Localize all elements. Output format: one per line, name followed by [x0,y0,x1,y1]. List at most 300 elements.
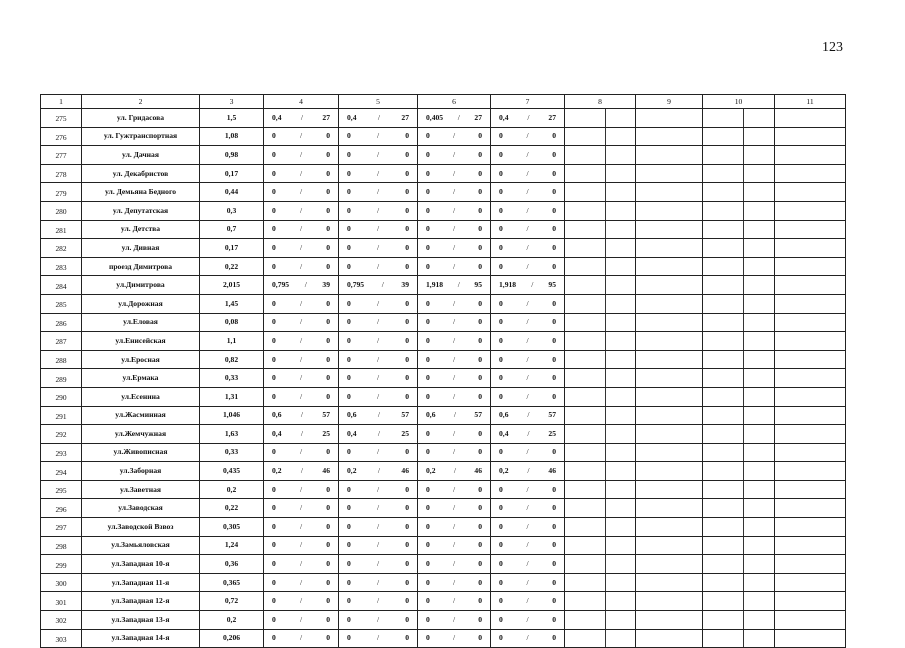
value-length: 0 [272,205,276,215]
empty-cell-col11 [775,220,846,239]
value-length: 0,2 [426,466,436,476]
value-percent: 0 [552,447,556,457]
street-name: ул.Еросная [82,350,200,369]
value-pair [418,483,490,497]
empty-cell-col8 [565,536,636,555]
value-length: 0,6 [272,410,282,420]
separator: / [452,596,456,606]
value-length: 0 [426,335,430,345]
empty-cell-col10 [703,480,775,499]
value-percent: 0 [326,447,330,457]
value-pair [491,315,564,329]
value-pair [491,427,564,441]
empty-cell-col11 [775,573,846,592]
street-name: ул. Демьяна Бедного [82,183,200,202]
value-percent: 0 [326,633,330,643]
value-percent: 46 [548,466,556,476]
empty-cell-col9 [636,127,703,146]
value-pair [418,297,490,311]
street-name: ул.Замьяловская [82,536,200,555]
separator: / [457,280,460,290]
empty-cell-col8 [565,406,636,425]
value-percent: 0 [326,540,330,550]
value-pair-cell [418,629,491,648]
empty-cell-col9 [636,592,703,611]
value-pair [339,631,417,645]
separator: / [452,577,456,587]
value-pair-cell [264,499,339,518]
value-pair-cell [418,555,491,574]
road-table [40,94,846,648]
row-number: 292 [41,425,82,444]
value-pair [339,576,417,590]
value-pair-cell [491,201,565,220]
value-pair-cell [339,109,418,128]
value-pair-cell [264,220,339,239]
value-pair-cell [418,499,491,518]
street-name: ул.Западная 10-я [82,555,200,574]
value-pair-cell [339,313,418,332]
value-pair-cell [339,183,418,202]
value-pair [491,445,564,459]
separator: / [299,614,303,624]
separator: / [452,224,456,234]
value-pair-cell [264,257,339,276]
separator: / [452,187,456,197]
row-number: 279 [41,183,82,202]
value-percent: 0 [478,503,482,513]
empty-cell-col11 [775,555,846,574]
value-length: 0 [272,484,276,494]
value-length: 0 [347,540,351,550]
value-pair-cell [339,350,418,369]
value-pair [418,241,490,255]
value-pair [339,594,417,608]
separator: / [452,168,456,178]
value-length: 0 [347,614,351,624]
value-length: 0,795 [272,280,290,290]
value-pair [264,315,338,329]
row-number: 277 [41,146,82,165]
empty-cell-col10 [703,201,775,220]
value-length: 0 [272,149,276,159]
value-percent: 0 [326,335,330,345]
value-length: 0 [499,242,503,252]
value-pair-cell [491,183,565,202]
value-percent: 0 [552,354,556,364]
value-percent: 0 [326,205,330,215]
value-pair [264,557,338,571]
value-percent: 0 [326,559,330,569]
separator: / [300,466,304,476]
value-percent: 0 [478,447,482,457]
value-pair [339,538,417,552]
value-pair-cell [491,573,565,592]
value-percent: 0 [552,559,556,569]
value-percent: 0 [326,224,330,234]
value-pair [264,371,338,385]
separator: / [526,391,529,401]
header-cell: 4 [264,95,339,109]
value-pair-cell [491,109,565,128]
value-pair [339,297,417,311]
value-length: 0 [499,484,503,494]
empty-cell-col11 [775,201,846,220]
table-row [41,406,846,425]
separator: / [299,205,303,215]
separator: / [526,149,529,159]
value-pair-cell [339,443,418,462]
value-percent: 0 [405,540,409,550]
value-length: 0 [347,596,351,606]
value-percent: 95 [548,280,556,290]
value-pair-cell [264,592,339,611]
value-pair-cell [264,536,339,555]
value-pair [491,538,564,552]
separator: / [299,503,303,513]
table-row [41,201,846,220]
value-length: 0 [499,577,503,587]
separator: / [377,410,381,420]
table-row [41,462,846,481]
row-number: 282 [41,239,82,258]
value-percent: 0 [405,614,409,624]
empty-cell-col9 [636,201,703,220]
value-percent: 0 [405,559,409,569]
value-percent: 46 [474,466,482,476]
separator: / [452,447,456,457]
value-length: 0 [499,447,503,457]
value-length: 0 [426,205,430,215]
table-row [41,629,846,648]
value-pair [264,576,338,590]
value-percent: 0 [478,559,482,569]
road-length: 0,33 [200,369,264,388]
value-percent: 0 [478,428,482,438]
table-body [41,109,846,648]
street-name: ул.Енисейская [82,332,200,351]
value-pair [339,260,417,274]
value-pair [491,241,564,255]
value-pair [339,427,417,441]
separator: / [299,261,303,271]
value-percent: 0 [478,614,482,624]
value-percent: 0 [552,261,556,271]
street-name: ул.Дорожная [82,294,200,313]
value-percent: 0 [478,540,482,550]
empty-cell-col9 [636,536,703,555]
value-pair [491,408,564,422]
empty-cell-col9 [636,443,703,462]
value-percent: 57 [548,410,556,420]
value-pair-cell [418,127,491,146]
separator: / [526,521,529,531]
value-pair-cell [264,573,339,592]
value-length: 0 [426,633,430,643]
value-length: 0 [426,187,430,197]
value-pair-cell [491,350,565,369]
value-percent: 0 [552,187,556,197]
separator: / [526,131,529,141]
value-pair [491,111,564,125]
separator: / [376,205,380,215]
value-pair [491,278,564,292]
value-percent: 0 [478,373,482,383]
value-pair-cell [339,425,418,444]
value-length: 0 [347,168,351,178]
value-length: 0 [347,317,351,327]
value-pair [491,334,564,348]
value-length: 0,6 [499,410,509,420]
table-row [41,294,846,313]
value-pair-cell [264,443,339,462]
street-name: ул.Западная 14-я [82,629,200,648]
value-pair [491,390,564,404]
separator: / [299,577,303,587]
empty-cell-col11 [775,313,846,332]
value-pair [491,576,564,590]
value-pair [418,613,490,627]
value-percent: 0 [326,354,330,364]
empty-cell-col11 [775,350,846,369]
value-pair-cell [339,462,418,481]
value-length: 0 [499,131,503,141]
separator: / [376,317,380,327]
value-percent: 0 [478,633,482,643]
value-percent: 0 [326,373,330,383]
separator: / [453,466,457,476]
header-cell: 9 [636,95,703,109]
value-length: 0 [426,428,430,438]
value-length: 0,6 [347,410,357,420]
value-percent: 0 [478,354,482,364]
separator: / [376,559,380,569]
value-pair [339,371,417,385]
value-percent: 0 [405,633,409,643]
road-table-container [40,94,845,648]
value-percent: 0 [478,261,482,271]
row-number: 300 [41,573,82,592]
value-pair-cell [339,406,418,425]
value-length: 0 [499,205,503,215]
value-pair-cell [418,239,491,258]
value-pair [339,222,417,236]
value-pair-cell [264,369,339,388]
value-percent: 0 [478,577,482,587]
separator: / [452,205,456,215]
value-length: 0 [347,484,351,494]
value-pair [491,483,564,497]
value-percent: 0 [326,187,330,197]
value-pair-cell [264,294,339,313]
value-pair-cell [491,555,565,574]
road-length: 0,17 [200,239,264,258]
value-pair-cell [339,220,418,239]
value-length: 0,405 [426,112,444,122]
street-name: ул. Детства [82,220,200,239]
value-pair-cell [339,499,418,518]
value-pair-cell [418,183,491,202]
row-number: 275 [41,109,82,128]
separator: / [300,410,304,420]
value-pair [339,408,417,422]
value-pair-cell [418,611,491,630]
value-percent: 0 [478,391,482,401]
value-length: 0 [347,261,351,271]
value-length: 0 [347,224,351,234]
empty-cell-col9 [636,369,703,388]
value-percent: 0 [552,596,556,606]
value-length: 0 [347,335,351,345]
road-length: 0,22 [200,499,264,518]
value-length: 0 [272,391,276,401]
value-percent: 0 [478,317,482,327]
value-pair [418,501,490,515]
empty-cell-col8 [565,164,636,183]
value-length: 0 [272,168,276,178]
empty-cell-col11 [775,146,846,165]
table-row [41,555,846,574]
separator: / [526,261,529,271]
empty-cell-col9 [636,518,703,537]
value-pair-cell [418,573,491,592]
empty-cell-col11 [775,164,846,183]
empty-cell-col9 [636,350,703,369]
road-length: 2,015 [200,276,264,295]
empty-cell-col8 [565,629,636,648]
value-length: 0 [347,503,351,513]
empty-cell-col8 [565,127,636,146]
value-pair [264,464,338,478]
value-pair-cell [264,109,339,128]
value-pair-cell [491,425,565,444]
street-name: ул. Декабристов [82,164,200,183]
separator: / [526,373,529,383]
value-length: 0 [347,354,351,364]
value-length: 0 [426,559,430,569]
value-percent: 0 [405,298,409,308]
value-length: 0 [426,596,430,606]
separator: / [376,633,380,643]
value-length: 0 [347,447,351,457]
value-pair-cell [491,164,565,183]
table-row [41,387,846,406]
separator: / [299,242,303,252]
value-percent: 0 [552,131,556,141]
road-length: 0,2 [200,611,264,630]
separator: / [526,354,529,364]
empty-cell-col10 [703,276,775,295]
separator: / [526,298,529,308]
value-pair-cell [339,276,418,295]
street-name: ул.Заветная [82,480,200,499]
value-length: 0,6 [426,410,436,420]
value-percent: 0 [326,521,330,531]
value-pair [264,390,338,404]
value-pair-cell [264,518,339,537]
value-percent: 0 [405,168,409,178]
value-pair [491,129,564,143]
empty-cell-col11 [775,239,846,258]
value-pair-cell [339,239,418,258]
value-pair-cell [264,611,339,630]
row-number: 284 [41,276,82,295]
separator: / [377,112,381,122]
value-percent: 0 [405,391,409,401]
empty-cell-col11 [775,480,846,499]
value-percent: 0 [405,596,409,606]
empty-cell-col11 [775,611,846,630]
separator: / [526,577,529,587]
empty-cell-col11 [775,462,846,481]
value-pair-cell [491,146,565,165]
empty-cell-col10 [703,555,775,574]
value-length: 0 [499,298,503,308]
value-pair-cell [491,462,565,481]
header-cell: 2 [82,95,200,109]
value-length: 0 [272,335,276,345]
value-pair-cell [339,127,418,146]
value-percent: 0 [405,447,409,457]
value-length: 0 [426,149,430,159]
value-length: 0 [499,261,503,271]
separator: / [526,484,529,494]
separator: / [527,428,530,438]
row-number: 280 [41,201,82,220]
street-name: ул.Западная 11-я [82,573,200,592]
value-pair-cell [491,257,565,276]
value-length: 0 [499,633,503,643]
empty-cell-col9 [636,387,703,406]
value-pair [264,222,338,236]
value-pair [264,538,338,552]
value-pair [491,260,564,274]
value-pair-cell [264,146,339,165]
road-length: 0,17 [200,164,264,183]
empty-cell-col11 [775,406,846,425]
value-pair [491,371,564,385]
value-percent: 0 [552,391,556,401]
value-pair [264,483,338,497]
value-percent: 0 [405,242,409,252]
separator: / [377,466,381,476]
separator: / [452,131,456,141]
separator: / [452,261,456,271]
value-percent: 0 [552,335,556,345]
value-percent: 0 [326,614,330,624]
separator: / [526,317,529,327]
empty-cell-col10 [703,239,775,258]
value-pair [264,631,338,645]
value-pair-cell [264,387,339,406]
value-length: 0 [499,168,503,178]
value-pair [264,520,338,534]
table-row [41,499,846,518]
value-pair [418,557,490,571]
value-percent: 0 [478,187,482,197]
empty-cell-col11 [775,387,846,406]
row-number: 285 [41,294,82,313]
value-pair-cell [339,387,418,406]
value-percent: 0 [326,131,330,141]
value-length: 0,4 [272,428,282,438]
row-number: 301 [41,592,82,611]
separator: / [453,410,457,420]
value-length: 0 [426,168,430,178]
value-pair [418,445,490,459]
value-pair [264,167,338,181]
value-length: 0 [426,503,430,513]
